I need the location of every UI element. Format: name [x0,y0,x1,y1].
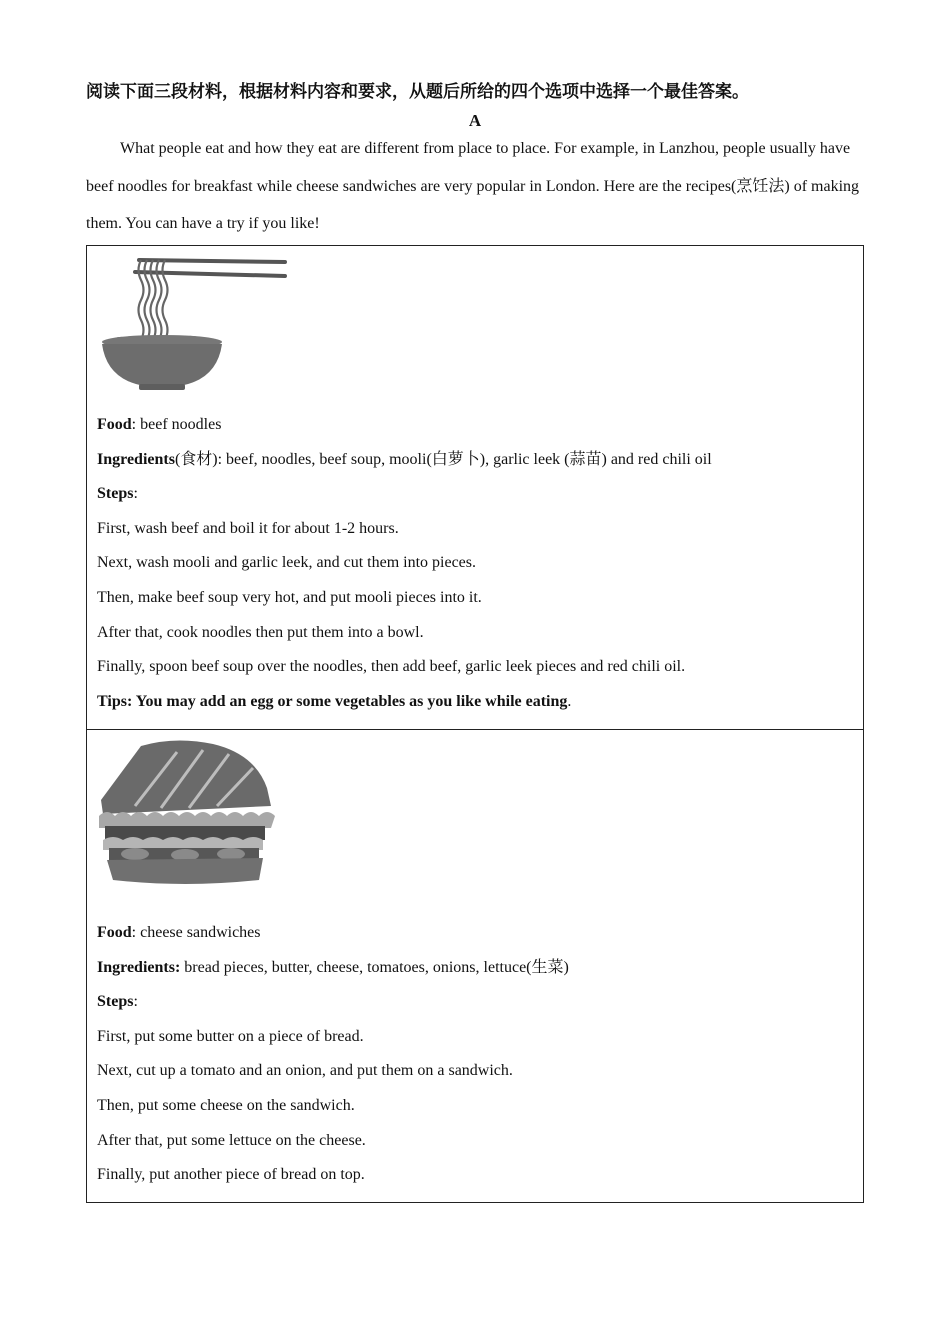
food-value: : beef noodles [131,416,222,433]
step-item: Then, make beef soup very hot, and put mooli pieces into it. [97,588,482,606]
ingredients-value: bread pieces, butter, cheese, tomatoes, onions, lettuce(生菜) [180,958,569,976]
food-value: : cheese sandwiches [131,924,261,941]
step-item: First, wash beef and boil it for about 1-2 hours. [97,519,399,537]
intro-paragraph: What people eat and how they eat are different from place to place. For example, in Lanzhou, people usually have beef noodles for breakfast while cheese sandwiches are very popular in London. Here are the recipes(烹饪法) of making them. You can have a try if you like! [86,140,860,232]
noodle-bowl-icon [95,252,290,397]
step-item: First, put some butter on a piece of bread. [97,1027,364,1045]
step-item: After that, cook noodles then put them into a bowl. [97,623,424,641]
tips-text: Tips: You may add an egg or some vegetables as you like while eating [97,692,568,710]
food-line [97,920,853,955]
recipe-table [86,245,864,1203]
step-item: After that, put some lettuce on the cheese. [97,1131,366,1149]
ingredients-line [97,447,853,482]
steps-line [97,989,853,1024]
food-line [97,412,853,447]
ingredients-label: Ingredients: [97,958,181,976]
tips-period: . [567,692,572,710]
steps-line [97,481,853,516]
steps-colon: : [133,485,138,503]
steps-label: Steps [97,993,134,1011]
step-item: Then, put some cheese on the sandwich. [97,1096,355,1114]
recipe-text-beef-noodles [97,412,853,723]
step-item: Next, wash mooli and garlic leek, and cut them into pieces. [97,554,476,572]
tips-line [97,689,853,724]
food-label: Food [97,416,132,433]
step-item: Finally, spoon beef soup over the noodles, then add beef, garlic leek pieces and red chili oil. [97,658,686,676]
ingredients-line [97,955,853,990]
section-letter: A [468,111,482,130]
instruction-heading: 阅读下面三段材料，根据材料内容和要求，从题后所给的四个选项中选择一个最佳答案。 [86,82,749,102]
recipe-cell-cheese-sandwiches [87,730,863,1202]
recipe-cell-beef-noodles [87,246,863,730]
steps-colon: : [133,993,138,1011]
step-item: Finally, put another piece of bread on top. [97,1166,365,1184]
recipe-text-cheese-sandwiches [97,920,853,1197]
sandwich-icon [95,734,275,899]
ingredients-label: Ingredients [97,450,175,468]
step-item: Next, cut up a tomato and an onion, and put them on a sandwich. [97,1062,513,1080]
ingredients-value: (食材): beef, noodles, beef soup, mooli(白萝卜), garlic leek (蒜苗) and red chili oil [174,450,712,468]
food-label: Food [97,924,132,941]
steps-label: Steps [97,485,134,503]
